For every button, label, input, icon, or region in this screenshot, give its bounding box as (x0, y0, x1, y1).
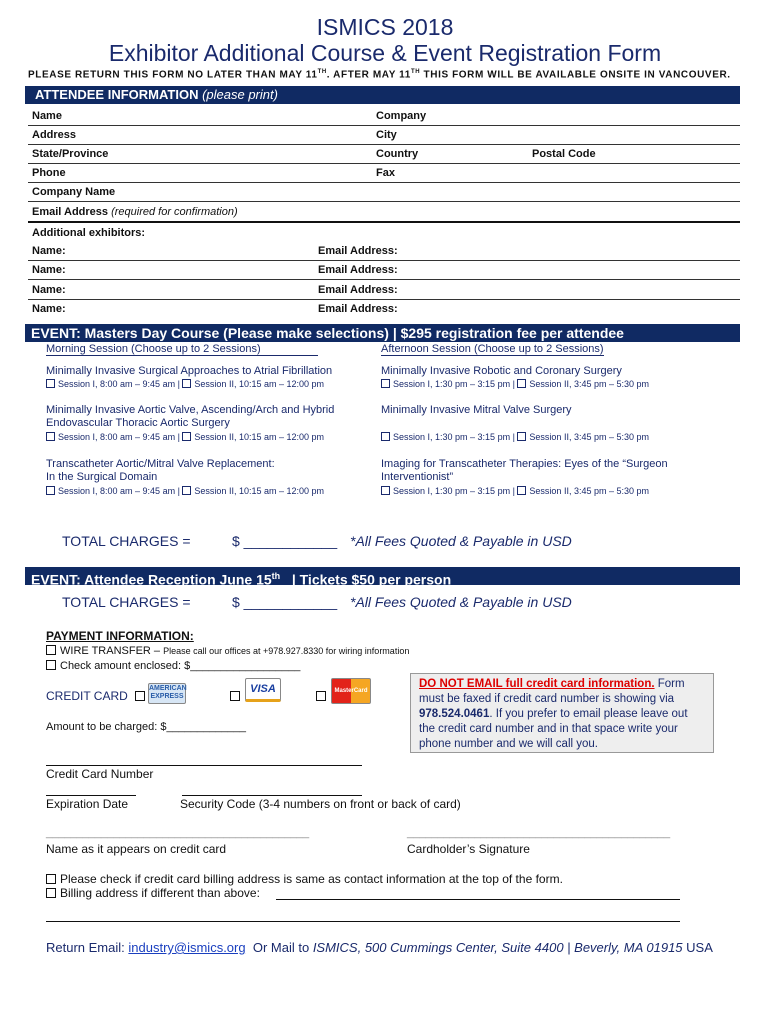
checkbox[interactable] (381, 432, 390, 441)
mastercard-checkbox[interactable] (316, 691, 326, 701)
expiration-label: Expiration Date (46, 797, 129, 811)
checkbox[interactable] (46, 660, 56, 670)
state-label: State/Province (32, 148, 109, 160)
checkbox[interactable] (381, 486, 390, 495)
address-label: Address (32, 129, 77, 141)
name-on-card-line[interactable]: ___________________________________________ (46, 827, 310, 839)
checkbox[interactable] (517, 379, 526, 388)
form-subtitle: Exhibitor Additional Course & Event Registration Form (108, 40, 662, 66)
morning-course-options[interactable]: Session I, 8:00 am – 9:45 am | Session II, 10:15 am – 12:00 pm (46, 486, 324, 496)
checkbox[interactable] (46, 888, 56, 898)
attendee-section-bar: ATTENDEE INFORMATION (please print) (25, 86, 740, 104)
exhibitor-email-label: Email Address: (318, 245, 398, 257)
checkbox[interactable] (182, 432, 191, 441)
credit-card-warning: DO NOT EMAIL full credit card information. Form must be faxed if credit card number is showing via 978.524.0461. If you prefer to email please leave out the credit card number and in that space write your phone number and we will call you. (410, 673, 714, 753)
exhibitor-name-label: Name: (32, 264, 66, 276)
phone-label: Phone (32, 167, 66, 179)
afternoon-session-header: Afternoon Session (Choose up to 2 Sessions) (381, 343, 604, 355)
payment-heading: PAYMENT INFORMATION: (46, 629, 194, 643)
billing-alt-option[interactable]: Billing address if different than above: (46, 886, 260, 900)
divider (28, 279, 740, 280)
postal-code-label: Postal Code (532, 148, 596, 160)
total-charges-label: TOTAL CHARGES = (62, 533, 191, 549)
afternoon-course-title: Minimally Invasive Mitral Valve Surgery (381, 404, 572, 416)
amount-field[interactable]: Amount to be charged: $_____________ (46, 721, 246, 733)
morning-course-title: Transcatheter Aortic/Mitral Valve Replacement: In the Surgical Domain (46, 458, 275, 483)
visa-checkbox[interactable] (230, 691, 240, 701)
additional-exhibitors-label: Additional exhibitors: (32, 227, 146, 239)
checkbox[interactable] (46, 432, 55, 441)
country-label: Country (376, 148, 419, 160)
total-charges-field[interactable]: $ ____________ (232, 533, 338, 549)
deadline-notice: PLEASE RETURN THIS FORM NO LATER THAN MAY 11TH. AFTER MAY 11TH THIS FORM WILL BE AVAILABLE ONSITE IN VANCOUVER. (28, 69, 731, 81)
divider (28, 299, 740, 300)
company-label: Company (376, 110, 427, 122)
cc-number-line[interactable] (46, 765, 362, 766)
morning-course-options[interactable]: Session I, 8:00 am – 9:45 am | Session II, 10:15 am – 12:00 pm (46, 379, 324, 389)
afternoon-course-title: Imaging for Transcatheter Therapies: Eyes of the “Surgeon Interventionist” (381, 458, 668, 483)
checkbox[interactable] (46, 379, 55, 388)
morning-course-title: Minimally Invasive Surgical Approaches to Atrial Fibrillation (46, 365, 333, 377)
divider (28, 144, 740, 145)
expiration-line[interactable] (46, 795, 136, 796)
morning-course-options[interactable]: Session I, 8:00 am – 9:45 am | Session II, 10:15 am – 12:00 pm (46, 432, 324, 442)
checkbox[interactable] (381, 379, 390, 388)
security-code-label: Security Code (3-4 numbers on front or back of card) (180, 797, 461, 811)
checkbox[interactable] (182, 486, 191, 495)
footer-return: Return Email: industry@ismics.org Or Mail to ISMICS, 500 Cummings Center, Suite 4400 | Beverly, MA 01915 USA (46, 940, 713, 955)
billing-address-line[interactable] (46, 921, 680, 922)
checkbox[interactable] (46, 486, 55, 495)
company-name-label: Company Name (32, 186, 116, 198)
email-link[interactable]: industry@ismics.org (128, 940, 246, 955)
divider (28, 260, 740, 261)
checkbox[interactable] (46, 874, 56, 884)
total-charges-label: TOTAL CHARGES = (62, 594, 191, 610)
billing-same-option[interactable]: Please check if credit card billing address is same as contact information at the top of the form. (46, 872, 563, 886)
name-label: Name (32, 110, 62, 122)
checkbox[interactable] (517, 432, 526, 441)
exhibitor-email-label: Email Address: (318, 303, 398, 315)
form-title: ISMICS 2018 (316, 14, 454, 40)
divider (28, 125, 740, 126)
afternoon-course-options[interactable]: Session I, 1:30 pm – 3:15 pm | Session II, 3:45 pm – 5:30 pm (381, 379, 649, 389)
afternoon-course-title: Minimally Invasive Robotic and Coronary Surgery (381, 365, 622, 377)
checkbox[interactable] (182, 379, 191, 388)
wire-transfer-option[interactable]: WIRE TRANSFER – Please call our offices at +978.927.8330 for wiring information (46, 645, 409, 657)
divider (28, 221, 740, 223)
city-label: City (376, 129, 397, 141)
email-label: Email Address (required for confirmation) (32, 206, 238, 218)
masters-day-bar: EVENT: Masters Day Course (Please make selections) | $295 registration fee per attendee (25, 324, 740, 342)
name-on-card-label: Name as it appears on credit card (46, 842, 227, 856)
afternoon-course-options[interactable]: Session I, 1:30 pm – 3:15 pm | Session II, 3:45 pm – 5:30 pm (381, 486, 649, 496)
visa-logo: VISA (245, 678, 281, 702)
security-code-line[interactable] (182, 795, 362, 796)
exhibitor-name-label: Name: (32, 245, 66, 257)
billing-address-line[interactable] (276, 899, 680, 900)
checkbox[interactable] (46, 645, 56, 655)
fax-label: Fax (376, 167, 395, 179)
signature-label: Cardholder’s Signature (407, 842, 530, 856)
exhibitor-email-label: Email Address: (318, 264, 398, 276)
mastercard-logo: MasterCard (331, 678, 371, 704)
divider (28, 163, 740, 164)
exhibitor-name-label: Name: (32, 284, 66, 296)
amex-logo: AMERICAN EXPRESS (148, 683, 186, 704)
signature-line[interactable]: ___________________________________________ (407, 827, 671, 839)
cc-number-label: Credit Card Number (46, 767, 154, 781)
morning-session-header: Morning Session (Choose up to 2 Sessions) (46, 343, 318, 356)
exhibitor-name-label: Name: (32, 303, 66, 315)
fees-note: *All Fees Quoted & Payable in USD (350, 533, 572, 549)
reception-bar: EVENT: Attendee Reception June 15th | Tickets $50 per person (25, 567, 740, 585)
exhibitor-email-label: Email Address: (318, 284, 398, 296)
checkbox[interactable] (517, 486, 526, 495)
fees-note: *All Fees Quoted & Payable in USD (350, 594, 572, 610)
morning-course-title: Minimally Invasive Aortic Valve, Ascending/Arch and Hybrid Endovascular Thoracic Aortic Surgery (46, 404, 335, 429)
afternoon-course-options[interactable]: Session I, 1:30 pm – 3:15 pm | Session II, 3:45 pm – 5:30 pm (381, 432, 649, 442)
divider (28, 201, 740, 202)
credit-card-label: CREDIT CARD (46, 689, 128, 703)
check-option[interactable]: Check amount enclosed: $__________________ (46, 660, 300, 672)
total-charges-field[interactable]: $ ____________ (232, 594, 338, 610)
divider (28, 182, 740, 183)
amex-checkbox[interactable] (135, 691, 145, 701)
